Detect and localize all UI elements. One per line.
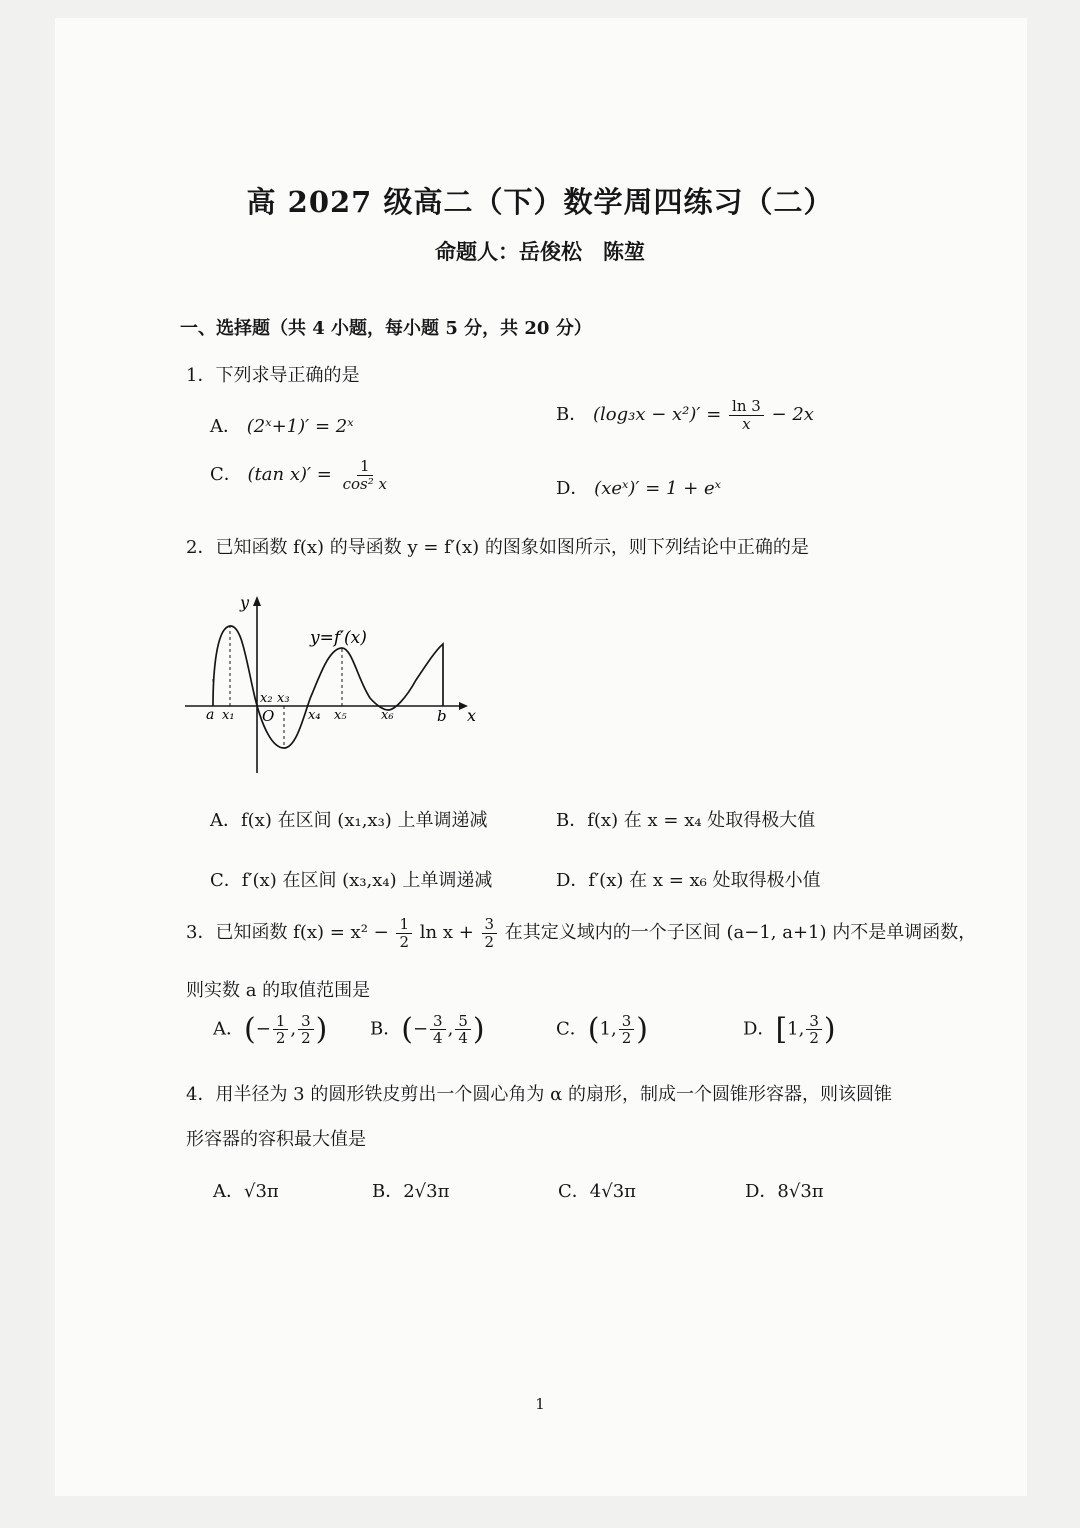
point-x4: x₄ <box>308 708 321 723</box>
q3-a-n2: 3 <box>298 1013 314 1031</box>
q3-d-label: D． <box>743 1018 776 1040</box>
q2-option-b: B．f(x) 在 x = x₄ 处取得极大值 <box>556 810 816 831</box>
q1-b-fraction <box>729 398 764 432</box>
page-number: 1 <box>535 1395 545 1413</box>
q3-stem-pre: 3．已知函数 f(x) = x² − <box>186 922 389 943</box>
q3-a-d2: 2 <box>301 1029 311 1047</box>
q1-c-fraction <box>340 458 390 492</box>
q3-c-d: 2 <box>621 1029 632 1047</box>
q3-frac2-num: 3 <box>482 916 498 934</box>
q4-option-a: A．√3π <box>213 1181 279 1202</box>
q3-a-label: A． <box>213 1018 244 1040</box>
q4-stem-line2: 形容器的容积最大值是 <box>186 1129 366 1150</box>
q3-option-b: B．(− $\frac{3}{4}$ , $\frac{5}{4}$ ) <box>370 1011 485 1047</box>
q1-option-c <box>210 458 392 492</box>
q2-stem: 2．已知函数 f(x) 的导函数 y = f′(x) 的图象如图所示，则下列结论中正确的是 <box>186 537 809 558</box>
y-axis-label: y <box>240 593 250 612</box>
q1-d-label: D． <box>556 478 589 499</box>
q3-stem-mid: ln x + <box>419 922 474 943</box>
q3-d-d: 2 <box>809 1029 819 1047</box>
section-heading: 一、选择题（共 4 小题，每小题 5 分，共 20 分） <box>180 318 592 339</box>
q1-stem: 1．下列求导正确的是 <box>186 365 360 386</box>
q3-b-d2: 4 <box>458 1029 468 1047</box>
q1-b-lhs: (log₃x − x²)′ = <box>592 404 722 425</box>
q3-d-n: 3 <box>806 1013 822 1031</box>
q1-option-a <box>210 412 354 438</box>
q3-a-d1: 2 <box>275 1029 286 1047</box>
y-axis-arrow <box>253 596 261 606</box>
q3-c-left: 1 <box>599 1018 611 1040</box>
q3-d-left: 1 <box>787 1018 799 1040</box>
q3-c-n: 3 <box>619 1013 635 1031</box>
q3-frac1-den: 2 <box>399 932 410 951</box>
q3-stem-line2: 则实数 a 的取值范围是 <box>186 980 371 1001</box>
author-line: 命题人：岳俊松 陈堃 <box>435 239 645 264</box>
point-x2: x₂ <box>260 691 273 706</box>
q3-frac-1 <box>396 916 412 950</box>
q1-a-rhs: = 2ˣ <box>314 416 354 437</box>
q1-d-text: (xeˣ)′ = 1 + eˣ <box>594 478 722 499</box>
q4-stem-line1: 4．用半径为 3 的圆形铁皮剪出一个圆心角为 α 的扇形，制成一个圆锥形容器，则该圆锥 <box>186 1084 892 1105</box>
q3-b-n1: 3 <box>430 1013 446 1031</box>
q2-option-d: D．f′(x) 在 x = x₆ 处取得极小值 <box>556 870 821 891</box>
q1-a-label: A． <box>210 416 241 437</box>
x-axis-label: x <box>467 706 477 725</box>
q1-a-lhs: (2ˣ+1)′ <box>246 416 310 437</box>
q3-option-a: A．(− $\frac{1}{2}$ , $\frac{3}{2}$ ) <box>213 1011 328 1047</box>
q2-option-a: A．f(x) 在区间 (x₁,x₃) 上单调递减 <box>210 810 488 831</box>
q1-option-b <box>556 398 814 432</box>
q1-b-den: x <box>742 414 751 433</box>
q3-stem <box>186 916 976 950</box>
q3-option-d: D．[1, $\frac{3}{2}$ ) <box>743 1011 836 1047</box>
page-title: 高 2027 级高二（下）数学周四练习（二） <box>246 185 834 219</box>
q2-option-c: C．f′(x) 在区间 (x₃,x₄) 上单调递减 <box>210 870 493 891</box>
q1-c-label: C． <box>210 464 242 485</box>
point-x1: x₁ <box>222 708 235 723</box>
q3-frac-2 <box>482 916 498 950</box>
q1-c-num: 1 <box>357 458 373 476</box>
point-x5: x₅ <box>334 708 347 723</box>
point-x6: x₆ <box>381 708 394 723</box>
derivative-graph <box>180 588 480 778</box>
q3-stem-post: 在其定义域内的一个子区间 (a−1, a+1) 内不是单调函数， <box>504 922 977 943</box>
point-x3: x₃ <box>277 691 290 706</box>
q1-b-num: ln 3 <box>729 398 764 416</box>
q1-b-tail: − 2x <box>771 404 814 425</box>
q4-option-b: B．2√3π <box>372 1181 450 1202</box>
q3-b-label: B． <box>370 1018 402 1040</box>
q4-option-c: C．4√3π <box>558 1181 636 1202</box>
q3-c-label: C． <box>556 1018 588 1040</box>
q1-c-lhs: (tan x)′ = <box>247 464 332 485</box>
q1-b-label: B． <box>556 404 588 425</box>
q4-option-d: D．8√3π <box>745 1181 824 1202</box>
q3-frac1-num: 1 <box>396 916 412 934</box>
q3-b-n2: 5 <box>455 1013 471 1031</box>
q1-option-d <box>556 474 721 500</box>
q3-option-c: C．(1, $\frac{3}{2}$ ) <box>556 1011 648 1047</box>
point-a: a <box>206 707 215 723</box>
point-b: b <box>437 707 447 725</box>
curve-label: y=f′(x) <box>310 628 367 648</box>
origin-label: O <box>262 707 275 725</box>
q3-frac2-den: 2 <box>484 932 495 951</box>
q3-a-n1: 1 <box>273 1013 289 1031</box>
q3-b-d1: 4 <box>433 1029 443 1047</box>
q1-c-den: cos² x <box>342 474 387 493</box>
